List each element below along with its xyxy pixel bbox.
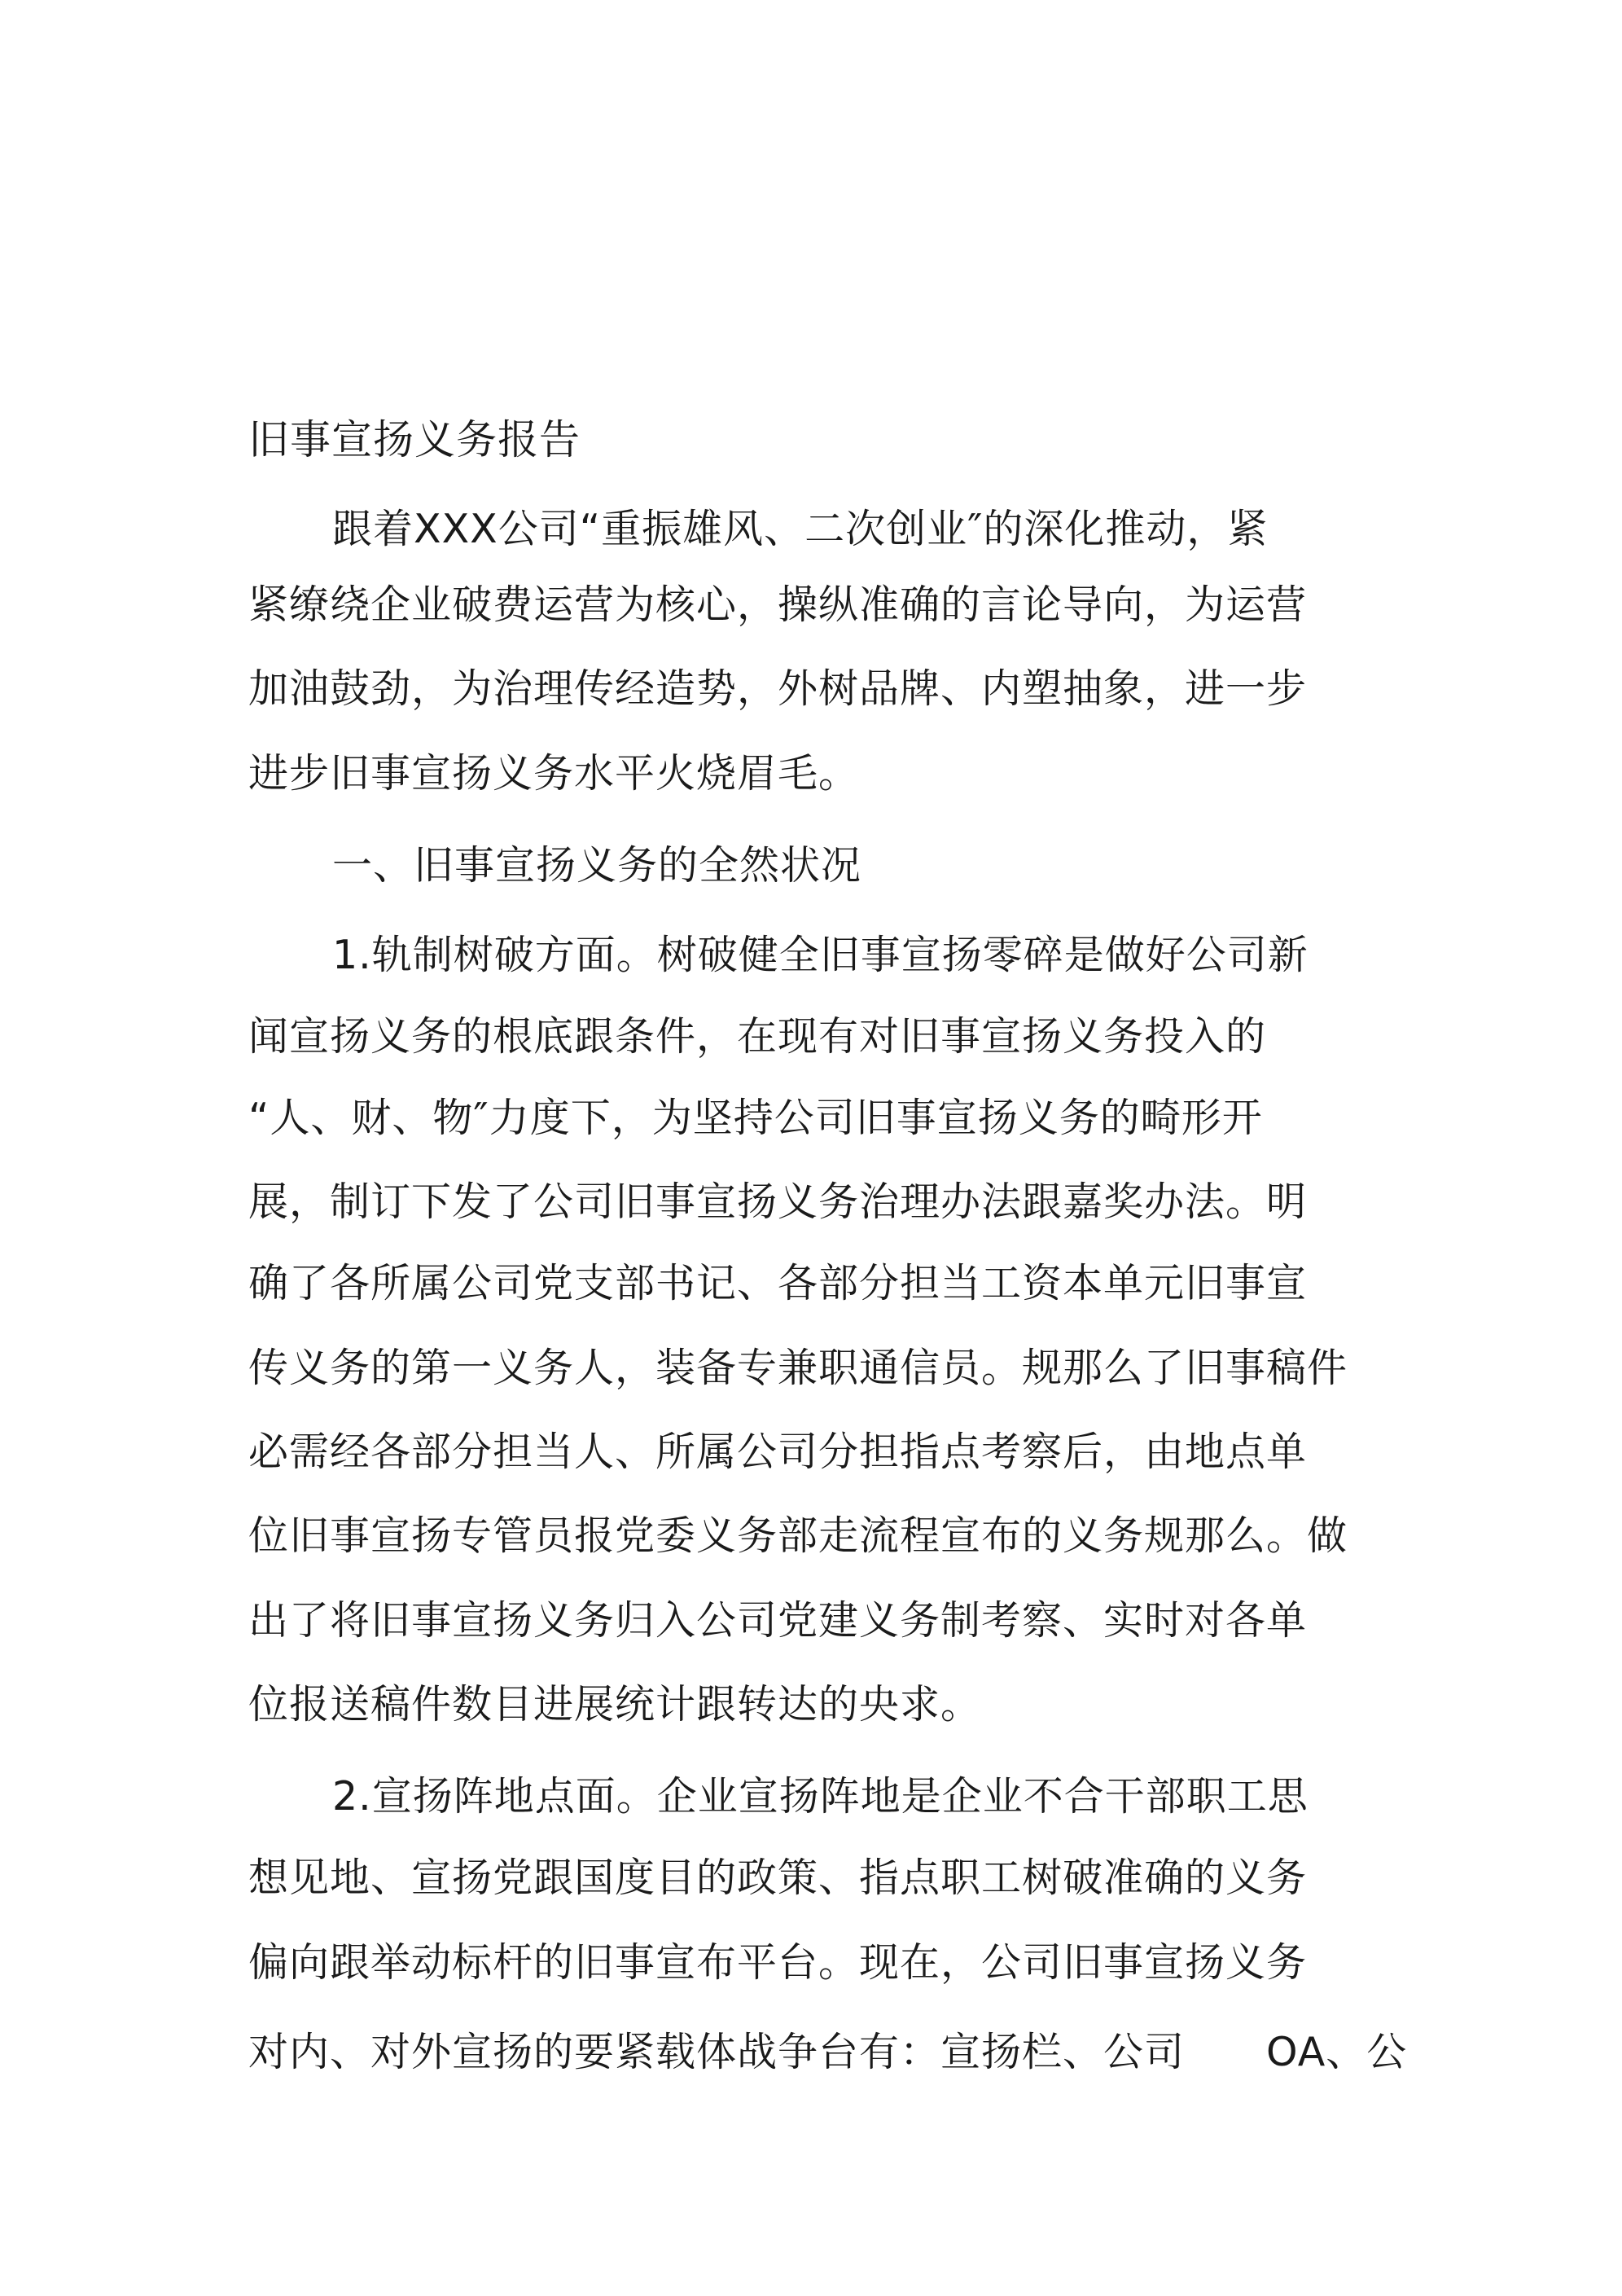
paragraph-line: “人、财、物″力度下，为坚持公司旧事宣扬义务的畸形开 [248, 1095, 1263, 1141]
paragraph-line: 2.宣扬阵地点面。企业宣扬阵地是企业不合干部职工思 [332, 1773, 1309, 1820]
paragraph-line: 确了各所属公司党支部书记、各部分担当工资本单元旧事宣 [248, 1260, 1308, 1306]
paragraph-line: 闻宣扬义务的根底跟条件，在现有对旧事宣扬义务投入的 [248, 1013, 1267, 1060]
paragraph-line: 加油鼓劲，为治理传经造势，外树品牌、内塑抽象，进一步 [248, 665, 1308, 712]
paragraph-line: 想见地、宣扬党跟国度目的政策、指点职工树破准确的义务 [248, 1855, 1308, 1901]
paragraph-line: 对内、对外宣扬的要紧载体战争台有：宣扬栏、公司 [248, 2029, 1186, 2075]
paragraph-line: 位旧事宣扬专管员报党委义务部走流程宣布的义务规那么。做 [248, 1512, 1348, 1559]
paragraph-line: 进步旧事宣扬义务水平火烧眉毛。 [248, 750, 860, 797]
document-title: 旧事宣扬义务报告 [248, 416, 581, 463]
paragraph-line: 跟着XXX公司“重振雄风、二次创业″的深化推动，紧 [332, 506, 1269, 552]
paragraph-line-fragment: OA、公 [1266, 2029, 1408, 2075]
paragraph-line: 出了将旧事宣扬义务归入公司党建义务制考察、实时对各单 [248, 1597, 1308, 1644]
paragraph-line: 偏向跟举动标杆的旧事宣布平台。现在，公司旧事宣扬义务 [248, 1939, 1308, 1986]
paragraph-line: 必需经各部分担当人、所属公司分担指点考察后，由地点单 [248, 1429, 1308, 1475]
paragraph-line: 展，制订下发了公司旧事宣扬义务治理办法跟嘉奖办法。明 [248, 1179, 1308, 1225]
paragraph-line: 1.轨制树破方面。树破健全旧事宣扬零碎是做好公司新 [332, 932, 1309, 978]
section-heading: 一、旧事宣扬义务的全然状况 [332, 842, 862, 889]
paragraph-line: 位报送稿件数目进展统计跟转达的央求。 [248, 1681, 982, 1727]
paragraph-line: 传义务的第一义务人，装备专兼职通信员。规那么了旧事稿件 [248, 1345, 1348, 1391]
paragraph-line: 紧缭绕企业破费运营为核心，操纵准确的言论导向，为运营 [248, 582, 1308, 628]
